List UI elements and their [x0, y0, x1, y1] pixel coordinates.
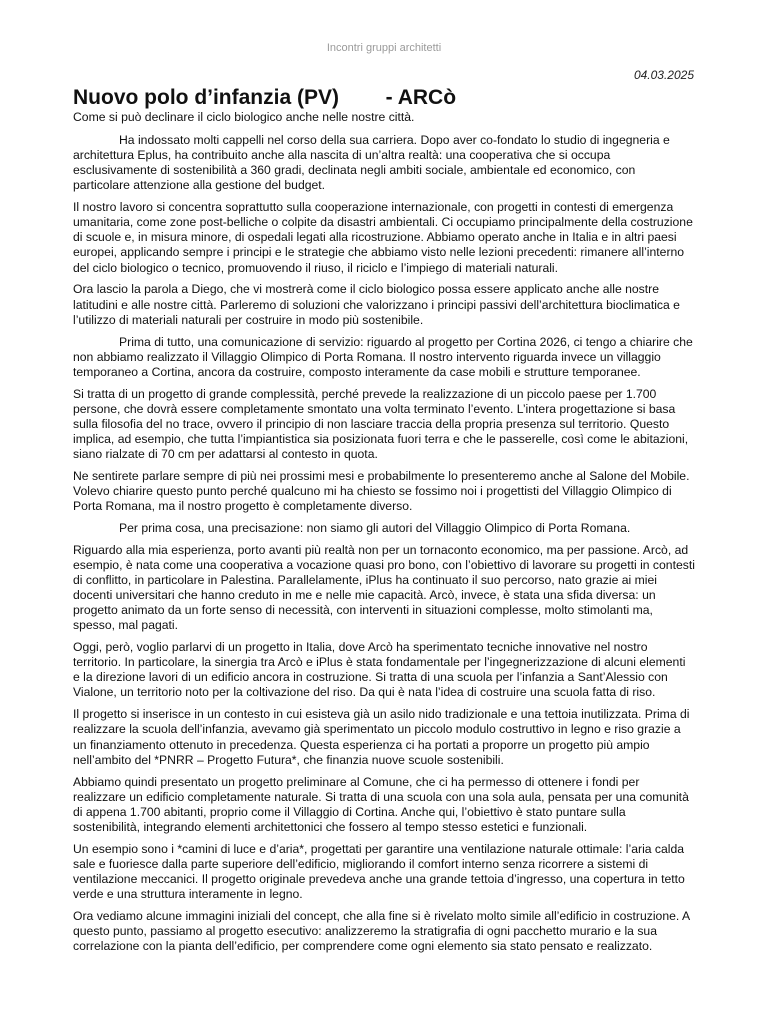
paragraph: Per prima cosa, una precisazione: non siamo gli autori del Villaggio Olimpico di Porta Romana. [119, 520, 631, 535]
subtitle: Come si può declinare il ciclo biologico anche nelle nostre città. [73, 110, 415, 124]
paragraph: Ne sentirete parlare sempre di più nei prossimi mesi e probabilmente lo presenteremo anche al Salone del Mobile. Volevo chiarire questo punto perché qualcuno mi ha chiesto se fossimo noi i progettisti del Villaggio Olimpico di Porta Romana, ma il nostro progetto è completamente diverso. [73, 468, 690, 514]
paragraph: Ha indossato molti cappelli nel corso della sua carriera. Dopo aver co-fondato lo studio di ingegneria e architettura Eplus, ha contribuito anche alla nascita di un’altra realtà: una cooperativa che si occupa esclusivamente di sostenibilità a 360 gradi, declinata negli ambiti sociale, ambientale ed economico, con particolare attenzione alla gestione del budget. [73, 133, 670, 193]
paragraph: Il progetto si inserisce in un contesto in cui esisteva già un asilo nido tradizionale e una tettoia inutilizzata. Prima di realizzare la scuola dell’infanzia, avevamo già sperimentato un piccolo modulo costruttivo in legno e riso grazie a un finanziamento ottenuto in precedenza. Questa esperienza ci ha portati a proporre un progetto più ampio nell’ambito del *PNRR – Progetto Futura*, che finanzia nuove scuole sostenibili. [73, 707, 690, 767]
paragraph: Ora lascio la parola a Diego, che vi mostrerà come il ciclo biologico possa essere applicato anche alle nostre latitudini e alle nostre città. Parleremo di soluzioni che valorizzano i principi passivi dell’architettura bioclimatica e l’utilizzo di materiali naturali per costruire in modo più sostenibile. [73, 282, 680, 327]
paragraph: Prima di tutto, una comunicazione di servizio: riguardo al progetto per Cortina 2026, ci tengo a chiarire che non abbiamo realizzato il Villaggio Olimpico di Porta Romana. Il nostro intervento riguarda invece un villaggio temporaneo a Cortina, ancora da costruire, composto interamente da case mobili e strutture temporanee. [73, 334, 693, 379]
page-title: Nuovo polo d’infanzia (PV) - ARCò [73, 86, 457, 109]
paragraph: Il nostro lavoro si concentra soprattutto sulla cooperazione internazionale, con progetti in contesti di emergenza umanitaria, come zone post-belliche o colpite da disastri ambientali. Ci occupiamo principalmente della costruzione di scuole e, in misura minore, di ospedali legati alla ricostruzione. Abbiamo operato anche in Italia e in altri paesi europei, applicando sempre i principi e le strategie che abbiamo visto nelle lezioni precedenti: rimanere all’interno del ciclo biologico o tecnico, promuovendo il riuso, il riciclo e l’impiego di materiali naturali. [73, 200, 693, 275]
paragraph: Oggi, però, voglio parlarvi di un progetto in Italia, dove Arcò ha sperimentato tecniche innovative nel nostro territorio. In particolare, la sinergia tra Arcò e iPlus è stata fondamentale per l’ingegnerizzazione di alcuni elementi e la direzione lavori di un edificio ancora in costruzione. Si tratta di una scuola per l’infanzia a Sant’Alessio con Vialone, un territorio noto per la coltivazione del riso. Da qui è nata l’idea di costruire una scuola fatta di riso. [73, 640, 686, 700]
paragraph: Un esempio sono i *camini di luce e d’aria*, progettati per garantire una ventilazione naturale ottimale: l’aria calda sale e fuoriesce dalla parte superiore dell’edificio, migliorando il comfort interno senza ricorrere a sistemi di ventilazione meccanici. Il progetto originale prevedeva anche una grande tettoia d’ingresso, una copertura in tetto verde e una struttura interamente in legno. [73, 841, 685, 901]
paragraph: Ora vediamo alcune immagini iniziali del concept, che alla fine si è rivelato molto simile all’edificio in costruzione. A questo punto, passiamo al progetto esecutivo: analizzeremo la stratigrafia di ogni pacchetto murario e la sua correlazione con la pianta dell’edificio, per comprendere come ogni elemento sia stato pensato e realizzato. [73, 908, 690, 954]
document-date: 04.03.2025 [633, 68, 694, 82]
paragraph-list [73, 133, 695, 954]
paragraph: Si tratta di un progetto di grande complessità, perché prevede la realizzazione di un piccolo paese per 1.700 persone, che dovrà essere completamente smontato una volta terminato l’evento. L’intera progettazione si basa sulla filosofia del no trace, ovvero il principio di non lasciare traccia della propria presenza sul territorio. Questo implica, ad esempio, che tutta l’impiantistica sia posizionata fuori terra e che le passerelle, così come le abitazioni, siano rialzate di 70 cm per adattarsi al contesto in quota. [73, 386, 689, 461]
paragraph: Abbiamo quindi presentato un progetto preliminare al Comune, che ci ha permesso di ottenere i fondi per realizzare un edificio completamente naturale. Si tratta di una scuola con una sola aula, pensata per una comunità di appena 1.700 abitanti, proprio come il Villaggio di Cortina. Anche qui, l’obiettivo è stato puntare sulla sostenibilità, integrando elementi architettonici che fossero al tempo stesso estetici e funzionali. [73, 774, 689, 834]
paragraph: Riguardo alla mia esperienza, porto avanti più realtà non per un tornaconto economico, ma per passione. Arcò, ad esempio, è nata come una cooperativa a vocazione quasi pro bono, con l’obiettivo di lavorare su progetti in contesti di conflitto, in particolare in Palestina. Parallelamente, iPlus ha continuato il suo percorso, nato grazie ai miei docenti universitari che hanno creduto in me e nelle mie capacità. Arcò, invece, è stata una sfida diversa: un progetto animato da un forte senso di necessità, con interventi in situazioni complesse, molto stimolanti ma, spesso, mal pagati. [73, 542, 695, 633]
page-header: Incontri gruppi architetti [326, 42, 442, 54]
document-body [73, 86, 695, 961]
